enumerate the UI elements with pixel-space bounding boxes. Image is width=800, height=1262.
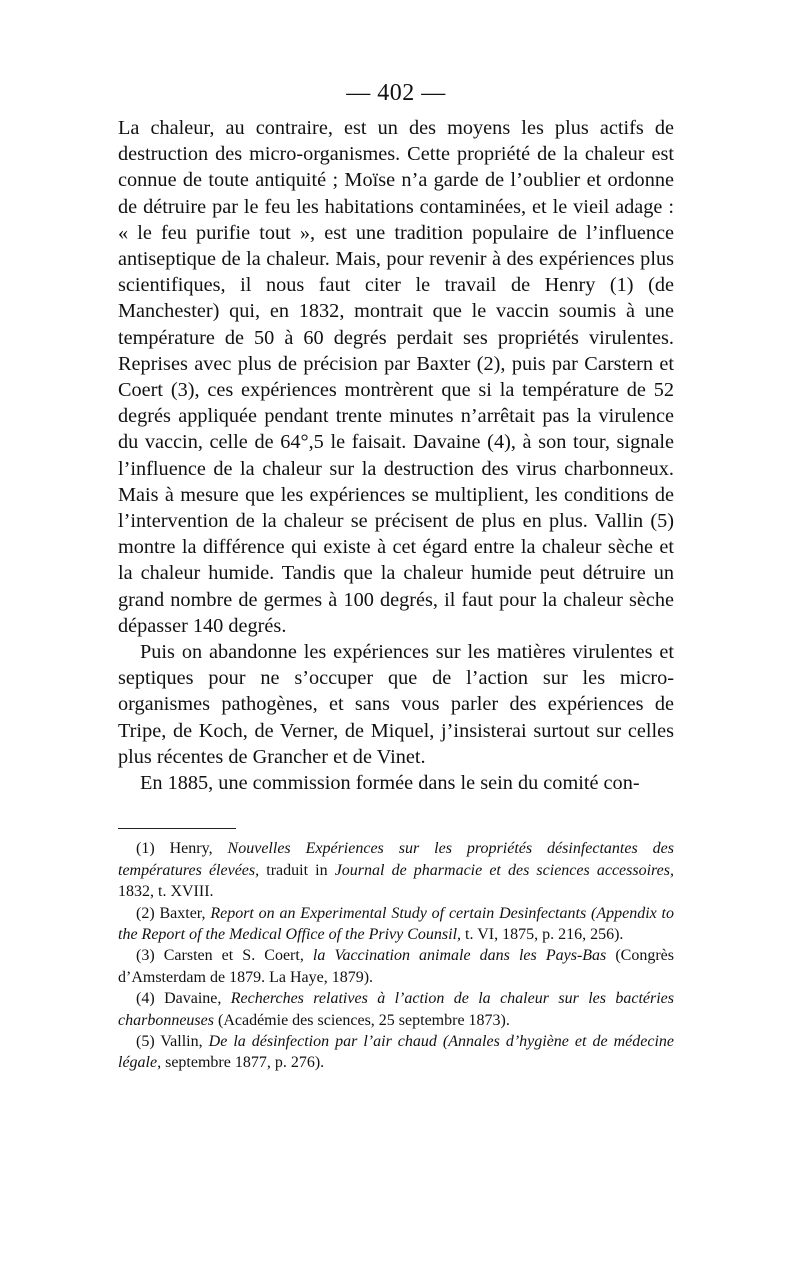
footnote-title: Report on an Experimental Study of certain Desinfectants (Appendix to the Report of the Medical Office of the Privy Counsil, [118,904,675,943]
footnote-title: la Vaccination animale dans les Pays-Bas [312,947,607,965]
footnote-number: (2) [136,904,160,922]
footnotes [118,838,674,1073]
footnote-title: Journal de pharmacie et des sciences accessoires, [334,861,675,879]
footnote-number: (3) [136,947,164,965]
footnote-number: (4) [136,990,165,1008]
footnote [118,1031,674,1074]
footnote-text: (Académie des sciences, 25 septembre 1873). [213,1011,510,1029]
footnote-text: (Congrès d’Amsterdam de 1879. La Haye, 1879). [118,947,675,986]
paragraph: La chaleur, au contraire, est un des moyens les plus actifs de destruction des micro-organismes. Cette propriété de la chaleur est connue de toute antiquité ; Moïse n’a garde de l’oublier et ordonne de détruire par le feu les habitations contaminées, et le vieil adage : « le feu purifie tout », est une tradition populaire de l’influence antiseptique de la chaleur. Mais, pour revenir à des expériences plus scientifiques, il nous faut citer le travail de Henry (1) (de Manchester) qui, en 1832, montrait que le vaccin soumis à une température de 50 à 60 degrés perdait ses propriétés virulentes. Reprises avec plus de précision par Baxter (2), puis par Carstern et Coert (3), ces expériences montrèrent que si la température de 52 degrés appliquée pendant trente minutes n’arrêtait pas la virulence du vaccin, celle de 64°,5 le faisait. Davaine (4), à son tour, signale l’influence de la chaleur sur la destruction des virus charbonneux. Mais à mesure que les expériences se multiplient, les conditions de l’intervention de la chaleur se précisent de plus en plus. Vallin (5) montre la différence qui existe à cet égard entre la chaleur sèche et la chaleur humide. Tandis que la chaleur humide peut détruire un grand nombre de germes à 100 degrés, il faut pour la chaleur sèche dépasser 140 degrés. [118,117,674,637]
footnote [118,988,674,1031]
footnote-text: septembre 1877, p. 276). [161,1054,325,1072]
paragraph: En 1885, une commission formée dans le sein du comité con- [140,772,640,795]
footnote-title: Recherches relatives à l’action de la chaleur sur les bactéries charbonneuses [118,990,675,1029]
footnote-text: traduit in [259,861,335,879]
footnote [118,838,674,902]
footnote-number: (5) [136,1032,161,1050]
footnote-text: Vallin, [160,1032,209,1050]
footnote-text: 1832, t. XVIII. [118,883,214,901]
footnote [118,945,674,988]
footnote-text: t. VI, 1875, p. 216, 256). [461,925,624,943]
page-number: — 402 — [346,80,446,106]
footnote-text: Henry, [169,840,228,858]
book-page [118,80,674,1074]
footnote [118,903,674,946]
footnote-rule [118,828,236,829]
footnote-text: Davaine, [164,990,231,1008]
footnote-text: Carsten et S. Coert, [163,947,313,965]
footnote-text: Baxter, [159,904,211,922]
footnote-number: (1) [136,840,170,858]
footnote-title: Nouvelles Expériences sur les propriétés désinfectantes des températures élevées, [118,840,674,879]
paragraph: Puis on abandonne les expériences sur les matières virulentes et septiques pour ne s’occuper que de l’action sur les micro-organismes pathogènes, et sans vous parler des expériences de Tripe, de Koch, de Verner, de Miquel, j’insisterai surtout sur celles plus récentes de Grancher et de Vinet. [118,641,674,768]
main-text [118,115,674,796]
footnote-title: De la désinfection par l’air chaud (Annales d’hygiène et de médecine légale, [118,1032,675,1072]
